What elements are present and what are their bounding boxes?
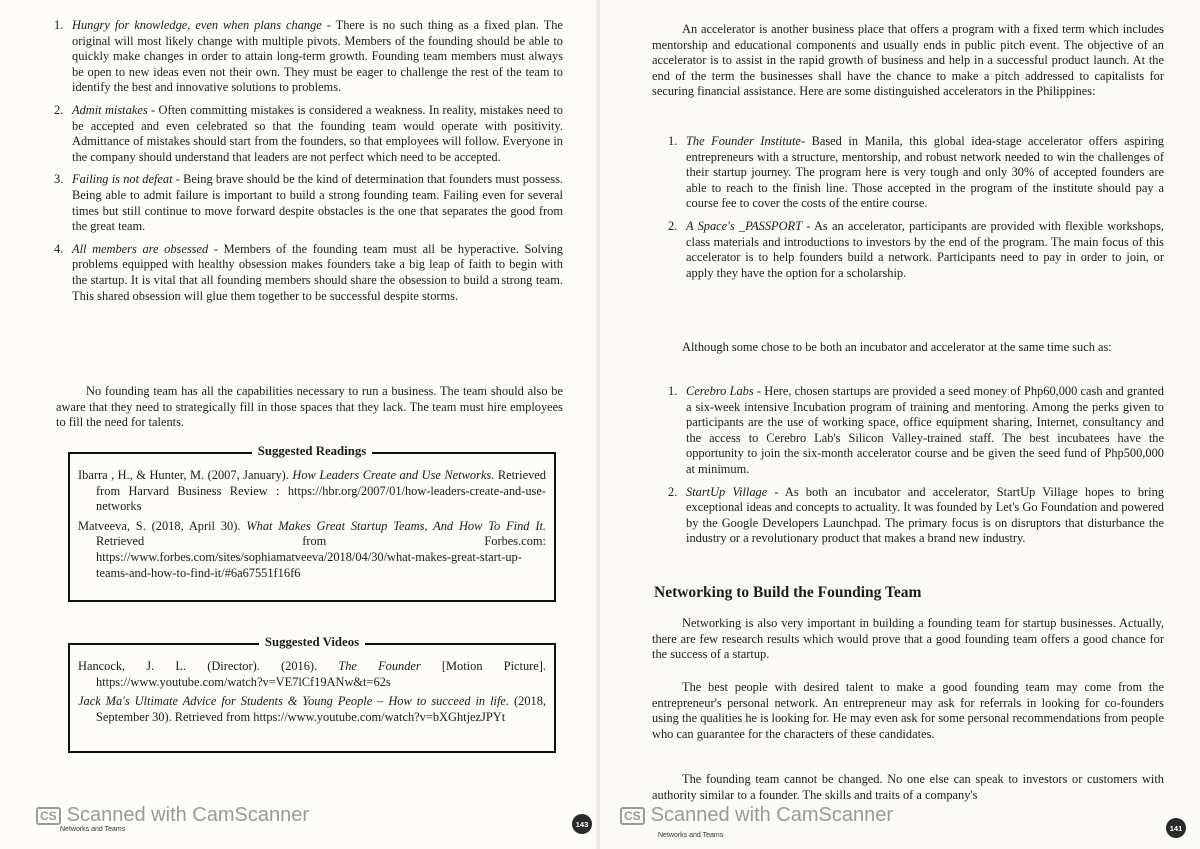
videos-list xyxy=(78,659,546,725)
left-closing-paragraph: No founding team has all the capabilities necessary to run a business. The team should also be aware that they need to strategically fill in those spaces that they lack. The team must hire employees to fill the need for talents. xyxy=(56,384,563,430)
list-number: 1. xyxy=(668,384,678,398)
reference-post: [Motion Picture]. https://www.youtube.com/watch?v=VE7lCf19ANw&t=62s xyxy=(96,659,546,689)
accelerator-intro: An accelerator is another business place that offers a program with a fixed term which includes mentorship and educational components and usually ends in public pitch event. The objective of an accelerator is to assist in the rapid growth of business and help in a successful product launch. At the end of the term the businesses shall have the chance to make a pitch addressed to capitalists for securing financial assistance. Here are some distinguished accelerators in the Philippines: xyxy=(652,22,1164,99)
list-number: 1. xyxy=(54,18,64,32)
list-text: - Often committing mistakes is considered a weakness. In reality, mistakes need to be accepted and even celebrated so that the founding team would operate with positivity. Admittance of mistakes should start from the founders, so that employees will follow. Everyone in the company should understand that leaders are not perfect which need to be accepted. xyxy=(72,102,564,164)
list-item xyxy=(662,485,1164,547)
list-number: 2. xyxy=(668,484,678,499)
list-text: - As an accelerator, participants are provided with flexible workshops, class materials and introductions to investors by the end of the program. The main focus of this accelerator is to help founders build a network. Participants need to pay in order to join, or apply they have the option for a scholarship. xyxy=(686,218,1165,280)
reference-pre: Ibarra , H., & Hunter, M. (2007, January). xyxy=(78,468,293,482)
page-number: 141 xyxy=(1166,818,1186,838)
list-text: - There is no such thing as a fixed plan. The original will most likely change with multiple pivots. Members of the founding should be able to quickly make changes in order to attain long-term growth. Founding team members must always be open to new ideas even not their own. They must be eager to challenge the rest of the team to identify the best and innovative solutions to problems. xyxy=(72,18,563,95)
camscanner-watermark: CS Scanned with CamScanner xyxy=(36,804,309,827)
video-reference xyxy=(78,659,546,690)
reference-ital: The Founder xyxy=(338,659,421,673)
networking-paragraph-3: The founding team cannot be changed. No one else can speak to investors or customers with authority similar to a founder. The skills and traits of a company's xyxy=(652,772,1164,802)
networking-paragraph-1: Networking is also very important in building a founding team for startup businesses. Actually, there are few research results which would prove that a good founding team offers a good chance for the success of a startup. xyxy=(652,616,1164,662)
list-text: - Being brave should be the kind of determination that founders must possess. Being able to admit failure is important to build a strong founding team. Failing even for several times but still continue to move forward despite obstacles is the one that separates the good from the great team. xyxy=(72,172,564,234)
camscanner-logo: CS xyxy=(36,807,61,825)
both-paragraph: Although some chose to be both an incubator and accelerator at the same time such as: xyxy=(682,340,1112,354)
list-term: The Founder Institute xyxy=(686,134,801,148)
list-item xyxy=(48,242,563,304)
list-term: All members are obsessed xyxy=(72,241,209,256)
list-number: 2. xyxy=(54,102,64,117)
video-reference xyxy=(78,694,546,725)
list-number: 2. xyxy=(668,218,678,233)
list-term: Failing is not defeat xyxy=(72,172,173,187)
list-item xyxy=(48,103,563,165)
footer-label: Networks and Teams xyxy=(658,832,724,839)
list-item xyxy=(662,384,1164,478)
list-item xyxy=(48,172,563,234)
camscanner-logo: CS xyxy=(620,807,645,825)
suggested-readings-title: Suggested Readings xyxy=(70,444,554,459)
left-list-traits xyxy=(48,18,563,311)
list-number: 1. xyxy=(668,134,678,148)
page-number: 143 xyxy=(572,814,592,834)
list-term: Admit mistakes xyxy=(72,102,148,117)
list-number: 3. xyxy=(54,172,64,187)
list-item xyxy=(662,134,1164,212)
suggested-readings-box xyxy=(68,444,556,602)
reference-pre: Hancock, J. L. (Director). (2016). xyxy=(78,659,339,673)
list-term: Cerebro Labs xyxy=(686,384,754,398)
reference-post: (2018, September 30). Retrieved from https://www.youtube.com/watch?v=bXGhtjezJPYt xyxy=(96,694,546,724)
list-item xyxy=(662,219,1164,281)
suggested-videos-title: Suggested Videos xyxy=(70,635,554,650)
reference-ital: How Leaders Create and Use Networks. xyxy=(292,468,495,482)
list-text: - Members of the founding team must all be hyperactive. Solving problems equipped with healthy obsession makes founders take a big leap of faith to begin with the startup. It is vital that all founding members should share the obsession to build a strong team. This shared obsession will glue them together to be successful despite storms. xyxy=(72,241,563,303)
right-page xyxy=(600,0,1200,849)
reference-ital: Jack Ma's Ultimate Advice for Students & Young People – How to succeed in life. xyxy=(78,694,510,709)
suggested-videos-box xyxy=(68,635,556,753)
camscanner-watermark: CS Scanned with CamScanner xyxy=(620,804,893,827)
reference-post: Retrieved from Forbes.com: https://www.forbes.com/sites/sophiamatveeva/2018/04/30/what-makes-great-start-up-teams-and-how-to-find-it/#6a67551f16f6 xyxy=(96,534,546,580)
reading-reference xyxy=(78,468,546,515)
list-text: - As both an incubator and accelerator, StartUp Village hopes to bring exceptional ideas and concepts to actuality. It was founded by Let's Go Foundation and powered by the Google Developers Launchpad. The primary focus is on disruptors that disturbance the industry or a revolutionary product that makes a brand new industry. xyxy=(686,484,1164,546)
list-term: StartUp Village xyxy=(686,484,768,499)
networking-paragraph-2: The best people with desired talent to make a good founding team may come from the entrepreneur's personal network. An entrepreneur may ask for referrals in looking for co-founders using the qualities he is looking for. He may even ask for some personal recommendations from people who can guarantee for the characters of these candidates. xyxy=(652,680,1164,741)
networking-heading: Networking to Build the Founding Team xyxy=(654,584,922,601)
readings-list xyxy=(78,468,546,581)
list-term: A Space's _PASSPORT xyxy=(686,218,803,233)
accelerators-list xyxy=(662,134,1164,288)
list-term: Hungry for knowledge, even when plans change xyxy=(72,18,322,32)
incubator-accelerators-list xyxy=(662,384,1164,554)
list-number: 4. xyxy=(54,241,64,256)
reference-ital: What Makes Great Startup Teams, And How To Find It. xyxy=(246,518,546,533)
footer-label: Networks and Teams xyxy=(60,826,126,833)
reading-reference xyxy=(78,519,546,581)
list-item xyxy=(48,18,563,96)
reference-post: Retrieved from Harvard Business Review : https://hbr.org/2007/01/how-leaders-create-and-use-networks xyxy=(96,468,546,514)
list-text: - Based in Manila, this global idea-stage accelerator offers aspiring entrepreneurs with a structure, mentorship, and robust network needed to win the challenges of their startup journey. The program here is very tough and only 30% of accepted founders are able to reach to the finish line. Those accepted in the program of the institute should pay a course fee to cover the costs of the entire course. xyxy=(686,134,1164,211)
list-text: - Here, chosen startups are provided a seed money of Php60,000 cash and granted a six-week intensive Incubation program of training and mentoring. Among the perks given to participants are the use of working space, office equipment sharing, Internet, consultancy and the access to Cerebro Lab's Silicon Valley-trained staff. The best incubatees have the opportunity to join the six-month accelerator course and be given the seed fund of Php500,000 at minimum. xyxy=(686,384,1164,476)
reference-pre: Matveeva, S. (2018, April 30). xyxy=(78,518,247,533)
